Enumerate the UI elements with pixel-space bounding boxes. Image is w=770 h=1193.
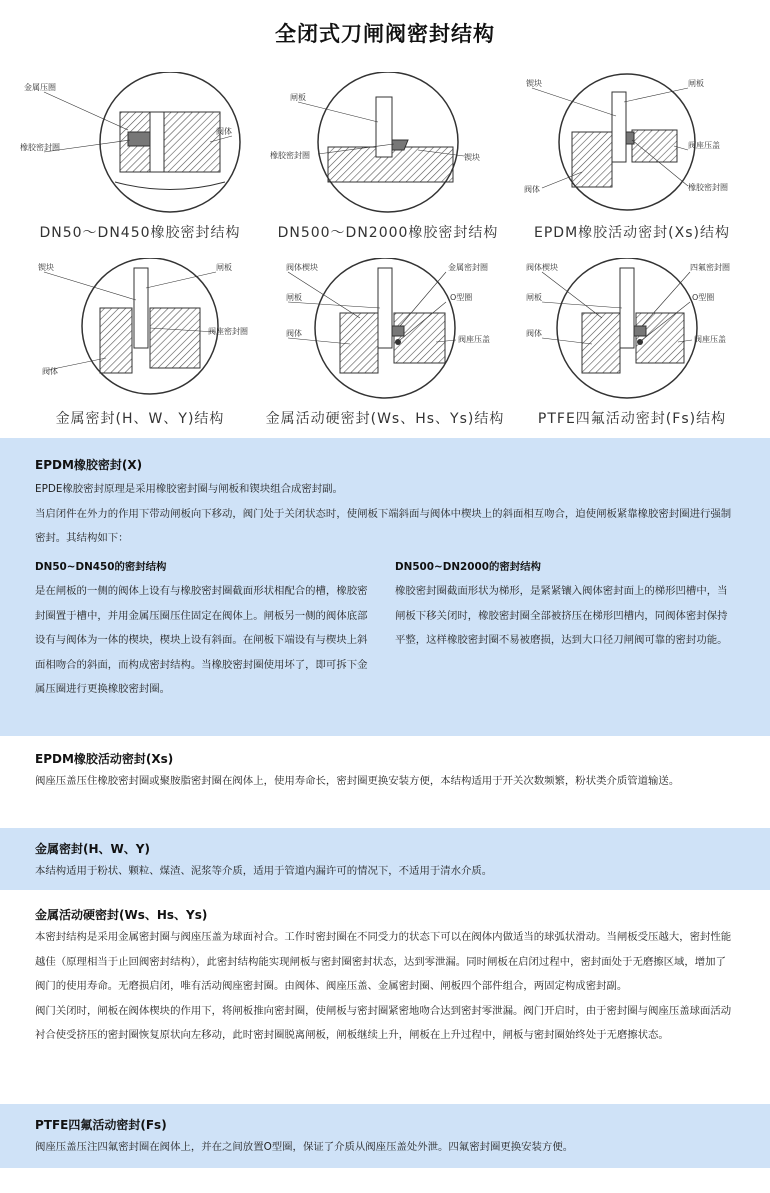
label-o-ring: O型圈 [450, 293, 473, 302]
label-metal-seal: 金属密封圈 [448, 263, 488, 272]
section-text: 阀座压盖压注四氟密封圈在阀体上，并在之间放置O型圈，保证了介质从阀座压盖处外泄。四氟密封圈更换安装方便。 [35, 1141, 574, 1153]
section-hard-seal [0, 896, 770, 1096]
figure-epdm-xs [512, 72, 752, 242]
figure-ptfe-fs [512, 258, 752, 428]
figure-metal-hard [260, 258, 510, 428]
label-wedge: 锲块 [464, 153, 480, 162]
seal-diagram-4 [20, 258, 260, 408]
seal-diagram-2 [268, 72, 508, 222]
column-heading: DN50~DN450的密封结构 [35, 560, 167, 573]
label-gate: 闸板 [688, 79, 704, 88]
figure-caption: EPDM橡胶活动密封(Xs)结构 [534, 225, 730, 241]
section-epdm [0, 438, 770, 736]
section-heading: PTFE四氟活动密封(Fs) [35, 1118, 167, 1132]
label-rubber-seal: 橡胶密封圈 [688, 183, 728, 192]
label-body-wedge: 阀体楔块 [526, 263, 558, 272]
figure-caption: 金属密封(H、W、Y)结构 [55, 411, 225, 427]
label-seat-cover: 阀座压盖 [458, 335, 490, 344]
section-text: 本结构适用于粉状、颗粒、煤渣、泥浆等介质，适用于管道内漏许可的情况下，不适用于清水介质。 [35, 865, 493, 877]
section-xs [0, 740, 770, 824]
column-text: 橡胶密封圈截面形状为梯形，是紧紧镶入阀体密封面上的梯形凹槽中，当闸板下移关闭时，橡胶密封圈全部被挤压在梯形凹槽内，同阀体密封保持平整，这样橡胶密封圈不易被磨损，达到大口径刀闸阀可靠的密封功能。 [395, 585, 728, 646]
label-wedge: 锲块 [526, 79, 542, 88]
section-heading: EPDM橡胶密封(X) [35, 458, 143, 472]
figure-dn50-dn450 [20, 72, 260, 242]
section-heading: 金属活动硬密封(Ws、Hs、Ys) [35, 908, 208, 922]
label-wedge: 锲块 [38, 263, 54, 272]
label-valve-body: 阀体 [42, 367, 58, 376]
column-right [395, 555, 735, 702]
label-o-ring: O型圈 [692, 293, 715, 302]
page-title: 全闭式刀闸阀密封结构 [275, 22, 495, 46]
label-valve-body: 阀体 [216, 127, 232, 136]
seal-diagram-1 [20, 72, 260, 222]
label-seat-cover: 阀座压盖 [688, 141, 720, 150]
label-valve-body: 阀体 [526, 329, 542, 338]
two-columns [35, 555, 735, 702]
label-ptfe-seal: 四氟密封圈 [690, 263, 730, 272]
label-rubber-seal: 橡胶密封圈 [270, 151, 310, 160]
label-seat-seal: 阀座密封圈 [208, 327, 248, 336]
column-text: 是在闸板的一侧的阀体上设有与橡胶密封圈截面形状相配合的槽，橡胶密封圈置于槽中，并用金属压圈压住固定在阀体上。闸板另一侧的阀体底部设有与阀体为一体的楔块，楔块上设有斜面。在闸板下端设有与楔块上斜面相吻合的斜面，而构成密封结构。当橡胶密封圈使用坏了，即可拆下金属压圈进行更换橡胶密封圈。 [35, 585, 368, 695]
section-metal [0, 828, 770, 890]
label-seat-cover: 阀座压盖 [694, 335, 726, 344]
label-gate: 闸板 [286, 293, 302, 302]
label-metal-ring: 金属压圈 [24, 83, 56, 92]
label-gate: 闸板 [526, 293, 542, 302]
section-text: 当启闭件在外力的作用下带动闸板向下移动，阀门处于关闭状态时，使闸板下端斜面与阀体中楔块上的斜面相互吻合，迫使闸板紧靠橡胶密封圈进行强制密封。其结构如下： [35, 507, 732, 544]
seal-diagram-6 [512, 258, 752, 408]
figure-caption: 金属活动硬密封(Ws、Hs、Ys)结构 [265, 411, 505, 427]
figure-caption: DN50～DN450橡胶密封结构 [39, 225, 241, 241]
label-valve-body: 阀体 [524, 185, 540, 194]
figure-caption: PTFE四氟活动密封(Fs)结构 [537, 411, 727, 427]
label-body-wedge: 阀体楔块 [286, 263, 318, 272]
section-text: 本密封结构是采用金属密封圈与阀座压盖为球面衬合。工作时密封圈在不同受力的状态下可以在阀体内做适当的球弧状滑动。当闸板受压越大，密封性能越佳（原理相当于止回阀密封结构），此密封结构能实现闸板与密封圈密封状态，达到零泄漏。同时闸板在启闭过程中，密封面处于无磨擦区域，增加了阀门的使用寿命。无磨损启闭，唯有活动阀座密封圈。由阀体、阀座压盖、金属密封圈、闸板四个部件组合，两固定构成密封副。 [35, 931, 732, 992]
seal-diagram-5 [260, 258, 510, 408]
label-gate: 闸板 [216, 263, 232, 272]
column-left [35, 555, 375, 702]
seal-diagram-3 [512, 72, 752, 222]
label-valve-body: 阀体 [286, 329, 302, 338]
figure-metal-hwy [20, 258, 260, 428]
section-ptfe [0, 1104, 770, 1168]
column-heading: DN500~DN2000的密封结构 [395, 560, 541, 573]
section-text: 阀座压盖压住橡胶密封圈或聚胺脂密封圈在阀体上，使用寿命长，密封圈更换安装方便，本结构适用于开关次数频繁，粉状类介质管道输送。 [35, 775, 680, 787]
section-text: 阀门关闭时，闸板在阀体楔块的作用下，将闸板推向密封圈，使闸板与密封圈紧密地吻合达到密封零泄漏。阀门开启时，由于密封圈与阀座压盖球面活动衬合使受挤压的密封圈恢复原状向左移动，此时密封圈脱离闸板，闸板继续上升，闸板在上升过程中，闸板与密封圈始终处于无磨擦状态。 [35, 1004, 732, 1041]
section-heading: 金属密封(H、W、Y) [35, 842, 150, 856]
section-heading: EPDM橡胶活动密封(Xs) [35, 752, 174, 766]
label-gate: 闸板 [290, 93, 306, 102]
figure-caption: DN500～DN2000橡胶密封结构 [277, 225, 499, 241]
section-text: EPDE橡胶密封原理是采用橡胶密封圈与闸板和锲块组合成密封副。 [35, 483, 343, 495]
label-rubber-seal: 橡胶密封圈 [20, 143, 60, 152]
figure-dn500-dn2000 [268, 72, 508, 242]
